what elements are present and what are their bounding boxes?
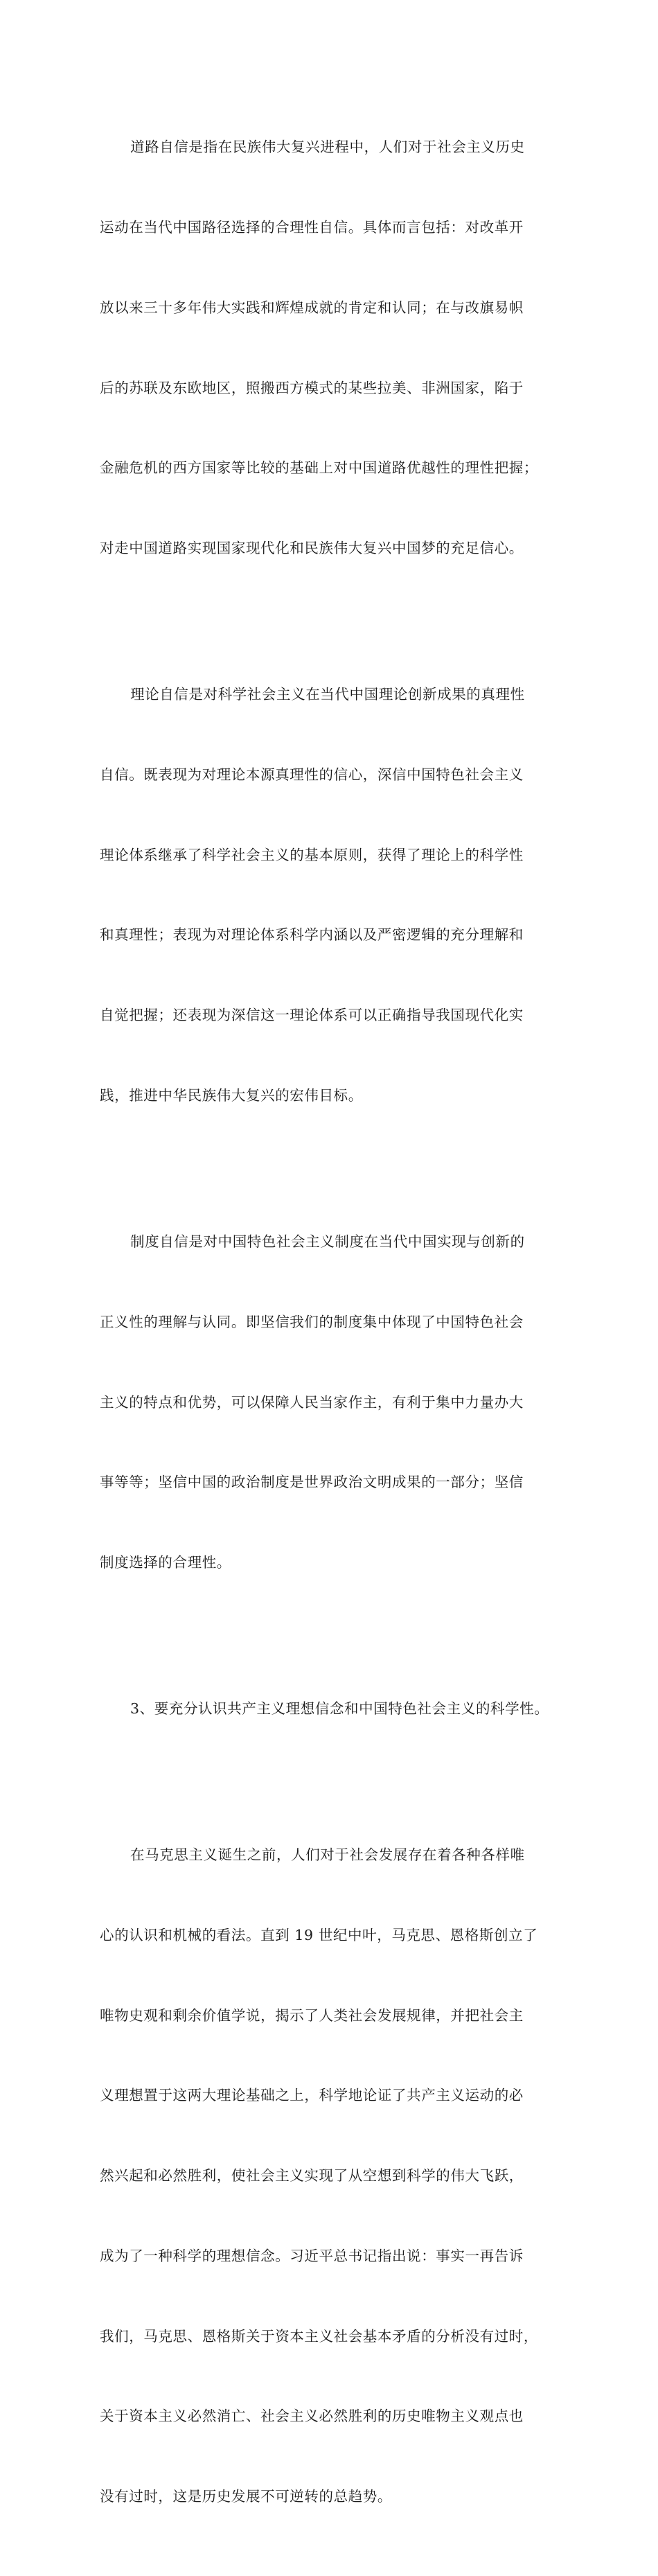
text-line: 和真理性；表现为对理论体系科学内涵以及严密逻辑的充分理解和 — [100, 926, 524, 944]
text-line: 成为了一种科学的理想信念。习近平总书记指出说：事实一再告诉 — [100, 2247, 524, 2264]
text-line: 在马克思主义诞生之前，人们对于社会发展存在着各种各样唯 — [130, 1846, 525, 1863]
paragraph-road-confidence — [100, 80, 571, 615]
text-line: 制度自信是对中国特色社会主义制度在当代中国实现与创新的 — [130, 1233, 525, 1250]
text-line: 后的苏联及东欧地区，照搬西方模式的某些拉美、非洲国家，陷于 — [100, 379, 524, 396]
text-line: 正义性的理解与认同。即坚信我们的制度集中体现了中国特色社会 — [100, 1313, 524, 1330]
text-line: 放以来三十多年伟大实践和辉煌成就的肯定和认同；在与改旗易帜 — [100, 299, 524, 316]
text-line: 理论自信是对科学社会主义在当代中国理论创新成果的真理性 — [130, 686, 525, 703]
document-body — [100, 80, 571, 2576]
text-line: 对走中国道路实现国家现代化和民族伟大复兴中国梦的充足信心。 — [100, 540, 524, 557]
text-line: 心的认识和机械的看法。直到 19 世纪中叶，马克思、恩格斯创立了 — [100, 1926, 538, 1943]
text-line: 践，推进中华民族伟大复兴的宏伟目标。 — [100, 1086, 363, 1104]
text-line: 事等等；坚信中国的政治制度是世界政治文明成果的一部分；坚信 — [100, 1474, 524, 1491]
text-line: 自觉把握；还表现为深信这一理论体系可以正确指导我国现代化实 — [100, 1007, 524, 1024]
text-line: 唯物史观和剩余价值学说，揭示了人类社会发展规律，并把社会主 — [100, 2006, 524, 2024]
text-line: 然兴起和必然胜利，使社会主义实现了从空想到科学的伟大飞跃， — [100, 2167, 524, 2185]
text-line: 主义的特点和优势，可以保障人民当家作主，有利于集中力量办大 — [100, 1393, 524, 1411]
text-line: 运动在当代中国路径选择的合理性自信。具体而言包括：对改革开 — [100, 218, 524, 236]
text-line: 自信。既表现为对理论本源真理性的信心，深信中国特色社会主义 — [100, 766, 524, 783]
text-line: 道路自信是指在民族伟大复兴进程中，人们对于社会主义历史 — [130, 139, 525, 156]
section-heading-3 — [100, 1642, 571, 1776]
text-line: 金融危机的西方国家等比较的基础上对中国道路优越性的理性把握； — [100, 459, 538, 477]
paragraph-theory-confidence — [100, 628, 571, 1163]
text-line: 制度选择的合理性。 — [100, 1554, 231, 1571]
paragraph-system-confidence — [100, 1175, 571, 1630]
text-line: 理论体系继承了科学社会主义的基本原则，获得了理论上的科学性 — [100, 846, 524, 863]
text-line: 关于资本主义必然消亡、社会主义必然胜利的历史唯物主义观点也 — [100, 2408, 524, 2425]
text-line: 没有过时，这是历史发展不可逆转的总趋势。 — [100, 2488, 392, 2505]
text-line: 义理想置于这两大理论基础之上，科学地论证了共产主义运动的必 — [100, 2087, 524, 2104]
text-line: 3、要充分认识共产主义理想信念和中国特色社会主义的科学性。 — [130, 1700, 549, 1718]
text-line: 我们，马克思、恩格斯关于资本主义社会基本矛盾的分析没有过时， — [100, 2327, 538, 2345]
paragraph-marxism-science — [100, 1788, 571, 2564]
